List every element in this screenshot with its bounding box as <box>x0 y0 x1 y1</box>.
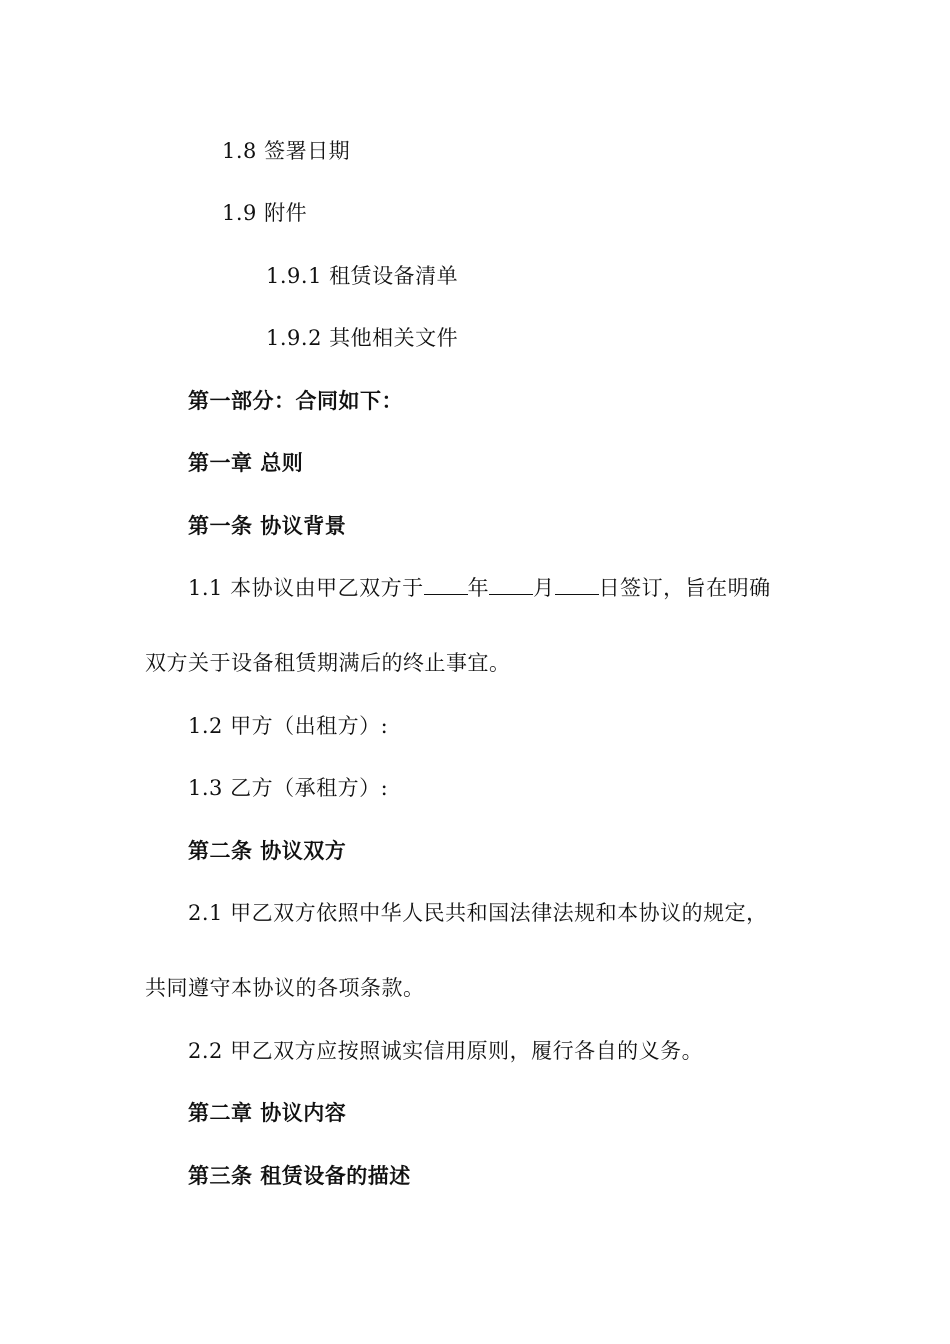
day-blank <box>555 574 599 595</box>
chapter-two-heading: 第二章 协议内容 <box>188 1101 347 1125</box>
clause-1-3: 1.3 乙方（承租方）: <box>188 776 389 800</box>
clause-1-9-1: 1.9.1 租赁设备清单 <box>266 264 459 288</box>
article-three-heading: 第三条 租赁设备的描述 <box>188 1164 411 1188</box>
clause-2-1: 2.1 甲乙双方依照中华人民共和国法律法规和本协议的规定， <box>188 901 768 925</box>
clause-1-1-continued: 双方关于设备租赁期满后的终止事宜。 <box>145 651 511 675</box>
chapter-one-heading: 第一章 总则 <box>188 451 304 475</box>
clause-1-8: 1.8 签署日期 <box>222 139 351 163</box>
clause-1-1-part-d: 日签订，旨在明确 <box>598 576 771 600</box>
clause-1-1 <box>188 573 771 603</box>
clause-1-1-part-b: 年 <box>467 576 490 600</box>
clause-1-1-part-c: 月 <box>533 576 555 600</box>
clause-1-1-part-a: 1.1 本协议由甲乙双方于 <box>188 576 424 600</box>
clause-1-9-2: 1.9.2 其他相关文件 <box>266 326 459 350</box>
clause-2-1-continued: 共同遵守本协议的各项条款。 <box>145 976 425 1000</box>
part-one-heading: 第一部分：合同如下： <box>188 389 403 413</box>
clause-2-2: 2.2 甲乙双方应按照诚实信用原则，履行各自的义务。 <box>188 1039 704 1063</box>
year-blank <box>424 574 468 595</box>
clause-1-9: 1.9 附件 <box>222 201 308 225</box>
clause-1-2: 1.2 甲方（出租方）: <box>188 714 389 738</box>
month-blank <box>489 574 533 595</box>
article-one-heading: 第一条 协议背景 <box>188 514 347 538</box>
article-two-heading: 第二条 协议双方 <box>188 839 347 863</box>
